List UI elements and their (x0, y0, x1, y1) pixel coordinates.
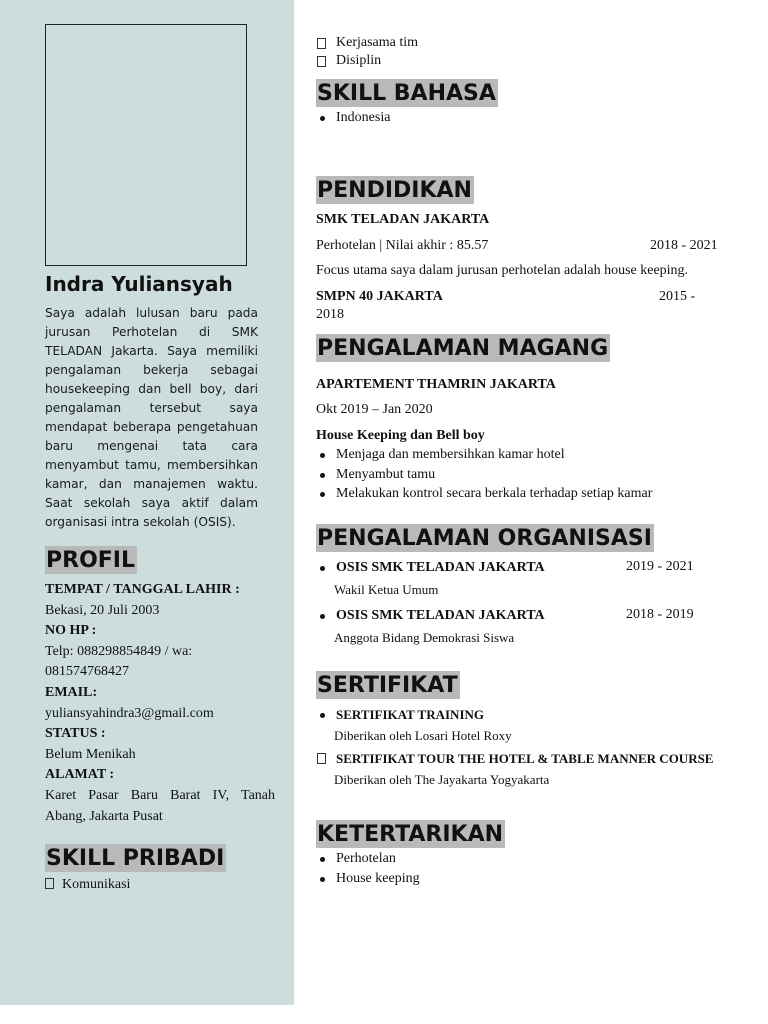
school2-name: SMPN 40 JAKARTA (316, 289, 443, 304)
skill-pribadi-item (45, 876, 130, 894)
magang-tasks (316, 445, 652, 504)
checkbox-glyph-icon (317, 56, 326, 67)
checkbox-glyph-icon (45, 878, 54, 889)
skill-label: Kerjasama tim (336, 35, 419, 50)
list-item: Indonesia (316, 108, 390, 128)
skill-bahasa-heading: SKILL BAHASA (317, 81, 496, 106)
address-value: Karet Pasar Baru Barat IV, Tanah Abang, Jakarta Pusat (45, 787, 275, 824)
magang-role: House Keeping dan Bell boy (316, 428, 485, 443)
status-label: STATUS : (45, 726, 106, 742)
school2-years-start: 2015 - (659, 289, 696, 304)
magang-period: Okt 2019 – Jan 2020 (316, 402, 433, 417)
skill-pribadi-heading: SKILL PRIBADI (46, 846, 225, 871)
cert-title: SERTIFIKAT TOUR THE HOTEL & TABLE MANNER COURSE (336, 751, 714, 766)
sertifikat-heading: SERTIFIKAT (317, 673, 458, 698)
skill-pribadi-continued (316, 34, 418, 69)
list-item (316, 52, 418, 70)
checkbox-glyph-icon (317, 38, 326, 49)
list-item (316, 749, 736, 770)
school1-name: SMK TELADAN JAKARTA (316, 212, 490, 227)
school1-years: 2018 - 2021 (650, 238, 718, 253)
email-label: EMAIL: (45, 684, 98, 700)
email-value: yuliansyahindra3@gmail.com (45, 705, 214, 721)
checkbox-glyph-icon (317, 753, 326, 764)
person-name: Indra Yuliansyah (45, 272, 233, 296)
list-item: Menjaga dan membersihkan kamar hotel (316, 445, 652, 465)
phone-value: Telp: 088298854849 / wa: 081574768427 (45, 643, 193, 680)
cert-title: SERTIFIKAT TRAINING (336, 707, 485, 722)
profil-heading: PROFIL (46, 548, 135, 573)
bahasa-list (316, 108, 390, 128)
ttl-value: Bekasi, 20 Juli 2003 (45, 602, 160, 618)
org1-role: Wakil Ketua Umum (334, 582, 439, 597)
ketertarikan-list (316, 849, 420, 888)
address-label: ALAMAT : (45, 767, 115, 783)
phone-label: NO HP : (45, 623, 97, 639)
profil-details (45, 580, 275, 827)
organisasi-heading: PENGALAMAN ORGANISASI (317, 526, 652, 551)
list-item: House keeping (316, 869, 420, 889)
pendidikan-heading: PENDIDIKAN (317, 178, 472, 203)
org2-role: Anggota Bidang Demokrasi Siswa (334, 630, 515, 645)
skill-label: Disiplin (336, 52, 382, 68)
profile-photo-frame (45, 24, 247, 266)
cert1-issuer: Diberikan oleh Losari Hotel Roxy (334, 728, 512, 743)
school2-years-end: 2018 (316, 307, 344, 322)
ketertarikan-heading: KETERTARIKAN (317, 822, 504, 847)
org1-years: 2019 - 2021 (626, 559, 694, 574)
cert2-issuer: Diberikan oleh The Jayakarta Yogyakarta (334, 772, 550, 787)
sidebar (0, 0, 294, 1005)
school1-detail: Perhotelan | Nilai akhir : 85.57 (316, 238, 489, 253)
org2-years: 2018 - 2019 (626, 607, 694, 622)
magang-company: APARTEMENT THAMRIN JAKARTA (316, 377, 556, 392)
list-item: Menyambut tamu (316, 465, 652, 485)
org-name: OSIS SMK TELADAN JAKARTA (336, 608, 545, 623)
about-summary: Saya adalah lulusan baru pada jurusan Perhotelan di SMK TELADAN Jakarta. Saya memiliki pengalaman bekerja sebagai housekeeping dan bell boy, dari pengalaman tersebut saya mendapat beberapa pengetahuan baru mengenai tata cara menyambut tamu, membersihkan kamar, dan manajemen waktu. Saat sekolah saya aktif dalam organisasi intra sekolah (OSIS). (45, 306, 258, 529)
school1-focus: Focus utama saya dalam jurusan perhotelan adalah house keeping. (316, 263, 689, 278)
list-item: Melakukan kontrol secara berkala terhadap setiap kamar (316, 484, 652, 504)
ttl-label: TEMPAT / TANGGAL LAHIR : (45, 582, 240, 597)
magang-heading: PENGALAMAN MAGANG (317, 336, 609, 361)
status-value: Belum Menikah (45, 746, 136, 762)
list-item: Perhotelan (316, 849, 420, 869)
skill-pribadi-label: Komunikasi (62, 877, 131, 892)
org-name: OSIS SMK TELADAN JAKARTA (336, 560, 545, 575)
list-item (316, 34, 418, 52)
